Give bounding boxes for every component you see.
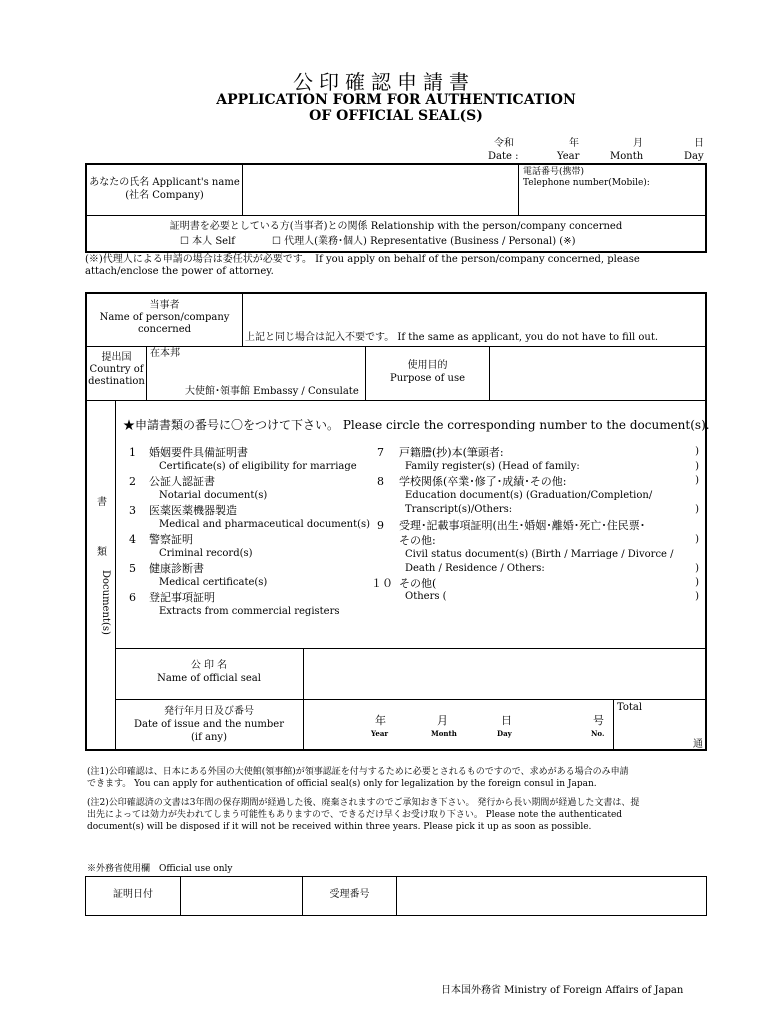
doc-item-10-close: ) [695, 577, 699, 588]
date-year-ja: 年 [569, 138, 579, 149]
documents-side-en: Document(s) [100, 570, 111, 635]
note-2-line-1: (注2)公印確認済の文書は3年間の保存期間が経過した後、廃棄されますのでご承知おき下さい。 発行から長い期間が経過した文書は、提 [87, 798, 640, 808]
receipt-no-label: 受理番号 [329, 889, 370, 900]
issue-year-en: Year [371, 729, 389, 738]
issue-no-en: No. [591, 729, 605, 738]
checkbox-rep-icon[interactable]: ☐ [272, 236, 281, 247]
doc-item-5-ja: 健康診断書 [149, 562, 204, 575]
concerned-note: 上記と同じ場合は記入不要です。 If the same as applicant, you do not have to fill out. [245, 332, 659, 343]
official-use-heading: ※外務省使用欄 Official use only [87, 864, 233, 874]
phone-label-ja: 電話番号(携帯) [523, 167, 585, 177]
receipt-no-field [397, 878, 705, 914]
destination-label-en-1: Country of [89, 364, 144, 375]
doc-item-10-en: Others ( [405, 591, 447, 602]
applicant-box [85, 163, 707, 253]
relationship-representative[interactable] [272, 236, 575, 248]
note-1-cont: できます。 You can apply for authentication of official seal(s) only for legalization by the foreign consul in Japan. [87, 779, 597, 789]
doc-item-6-en: Extracts from commercial registers [159, 606, 340, 617]
issue-no-ja: 号 [593, 714, 604, 727]
proxy-note-2: attach/enclose the power of attorney. [85, 266, 274, 277]
date-year-en: Year [557, 151, 580, 162]
doc-item-7-no[interactable]: 7 [377, 446, 384, 459]
destination-field[interactable] [147, 360, 364, 384]
seal-label-en: Name of official seal [157, 673, 261, 684]
doc-item-1-ja: 婚姻要件具備証明書 [149, 446, 248, 459]
note-1: (注1)公印確認は、日本にある外国の大使館(領事館)が領事認証を付与するために必要とされるものですので、求めがある場合のみ申請 [87, 767, 629, 777]
issue-total-label: Total [617, 702, 643, 713]
date-month-ja: 月 [633, 138, 643, 149]
date-day-ja: 日 [694, 138, 704, 149]
date-label: Date : [488, 151, 519, 162]
title-en-2: OF OFFICIAL SEAL(S) [309, 108, 483, 124]
doc-item-7-close: ) [695, 446, 699, 457]
doc-item-1-no[interactable]: 1 [129, 446, 136, 459]
concerned-label-en-2: concerned [137, 324, 192, 335]
relationship-self[interactable] [180, 236, 235, 248]
main-box [85, 292, 710, 751]
doc-item-2-ja: 公証人認証書 [149, 475, 215, 488]
relationship-question: 証明書を必要としている方(当事者)との関係 Relationship with the person/company concerned [169, 221, 623, 232]
issue-year-ja: 年 [375, 714, 386, 727]
doc-item-2-en: Notarial document(s) [159, 490, 268, 501]
rep-label: 代理人(業務･個人) Representative (Business / Personal) (※) [284, 236, 576, 247]
doc-item-9-ja-2: その他: [399, 534, 436, 547]
issue-copies-label: 通 [693, 739, 703, 750]
note-2-line-2: 出先によっては効力が失われてしまう可能性もありますので、できるだけ早くお受け取り下さい。 Please note the authenticated [87, 810, 623, 820]
resident-label: 在本邦 [150, 348, 180, 359]
doc-item-5-en: Medical certificate(s) [159, 577, 268, 588]
doc-item-4-ja: 警察証明 [149, 533, 193, 546]
issue-month-en: Month [431, 729, 457, 738]
applicant-name-field[interactable] [243, 166, 517, 214]
doc-item-1-en: Certificate(s) of eligibility for marriage [159, 461, 357, 472]
doc-item-9-no[interactable]: 9 [377, 519, 384, 532]
doc-item-9-en-2: Death / Residence / Others: [405, 563, 545, 574]
doc-item-3-no[interactable]: 3 [129, 504, 136, 517]
doc-item-3-en: Medical and pharmaceutical document(s) [159, 519, 371, 530]
issue-day-en: Day [497, 729, 512, 738]
destination-label-en-2: destination [88, 376, 145, 387]
concerned-name-field[interactable] [243, 295, 703, 330]
documents-side-ja-2: 類 [97, 547, 107, 558]
seal-name-field[interactable] [304, 649, 704, 698]
doc-item-4-no[interactable]: 4 [129, 533, 136, 546]
cert-date-field [181, 878, 301, 914]
doc-item-2-no[interactable]: 2 [129, 475, 136, 488]
concerned-label-ja: 当事者 [149, 300, 180, 311]
doc-item-9-en-1: Civil status document(s) (Birth / Marriage / Divorce / [405, 549, 674, 560]
self-label: 本人 Self [192, 236, 236, 247]
total-copies-field[interactable] [614, 714, 689, 744]
issue-month-ja: 月 [437, 714, 448, 727]
issue-day-ja: 日 [501, 714, 512, 727]
doc-item-7-ja: 戸籍謄(抄)本(筆頭者: [399, 446, 504, 459]
date-day-en: Day [684, 151, 704, 162]
doc-item-8-close: ) [695, 475, 699, 486]
note-2-line-3: document(s) will be disposed if it will not be received within three years. Please pick it up as soon as possible. [87, 822, 592, 832]
documents-side-ja-1: 書 [97, 497, 107, 508]
proxy-note-1: (※)代理人による申請の場合は委任状が必要です。 If you apply on behalf of the person/company concerned, please [85, 254, 640, 265]
date-month-en: Month [610, 151, 644, 162]
doc-item-7-en: Family register(s) (Head of family: [405, 461, 580, 472]
company-label: (社名 Company) [125, 190, 204, 201]
doc-item-8-en-close: ) [695, 504, 699, 515]
issue-label-ja: 発行年月日及び番号 [164, 706, 254, 717]
doc-item-10-en-close: ) [695, 591, 699, 602]
doc-item-4-en: Criminal record(s) [159, 548, 253, 559]
doc-item-6-ja: 登記事項証明 [149, 591, 215, 604]
purpose-label-en: Purpose of use [390, 373, 465, 384]
doc-item-9-en-close: ) [695, 563, 699, 574]
date-era: 令和 [494, 138, 514, 149]
applicant-label: あなたの氏名 Applicant's name [89, 177, 240, 188]
doc-item-10-ja: その他( [399, 577, 437, 590]
issue-label-en-2: (if any) [191, 732, 227, 743]
issue-label-en-1: Date of issue and the number [134, 719, 284, 730]
footer-ministry: 日本国外務省 Ministry of Foreign Affairs of Japan [441, 985, 684, 996]
doc-item-5-no[interactable]: 5 [129, 562, 136, 575]
doc-item-3-ja: 医薬医薬機器製造 [149, 504, 237, 517]
doc-item-9-close: ) [695, 534, 699, 545]
documents-instruction: ★申請書類の番号に〇をつけて下さい。 Please circle the corresponding number to the document(s). [123, 418, 710, 432]
phone-label-en: Telephone number(Mobile): [523, 178, 650, 188]
embassy-label: 大使館･領事館 Embassy / Consulate [185, 386, 359, 397]
title-en-1: APPLICATION FORM FOR AUTHENTICATION [216, 92, 576, 108]
checkbox-self-icon[interactable]: ☐ [180, 236, 189, 247]
issue-date-field[interactable] [304, 700, 612, 750]
cert-date-label: 証明日付 [113, 889, 153, 900]
doc-item-6-no[interactable]: 6 [129, 591, 136, 604]
doc-item-8-en-2: Transcript(s)/Others: [405, 504, 513, 515]
doc-item-9-ja-1: 受理･記載事項証明(出生･婚姻･離婚･死亡･住民票･ [399, 519, 646, 532]
doc-item-8-ja: 学校関係(卒業･修了･成績･その他: [399, 475, 567, 488]
seal-label-ja: 公 印 名 [190, 660, 228, 671]
concerned-label-en-1: Name of person/company [99, 312, 230, 323]
doc-item-7-en-close: ) [695, 461, 699, 472]
purpose-field[interactable] [490, 347, 703, 399]
doc-item-8-no[interactable]: 8 [377, 475, 384, 488]
title-ja: 公印確認申請書 [293, 70, 475, 94]
purpose-label-ja: 使用目的 [407, 360, 448, 371]
doc-item-8-en-1: Education document(s) (Graduation/Completion/ [405, 490, 653, 501]
official-use-box [85, 876, 707, 916]
doc-item-10-no[interactable]: １０ [371, 577, 393, 590]
destination-label-ja: 提出国 [101, 352, 132, 363]
